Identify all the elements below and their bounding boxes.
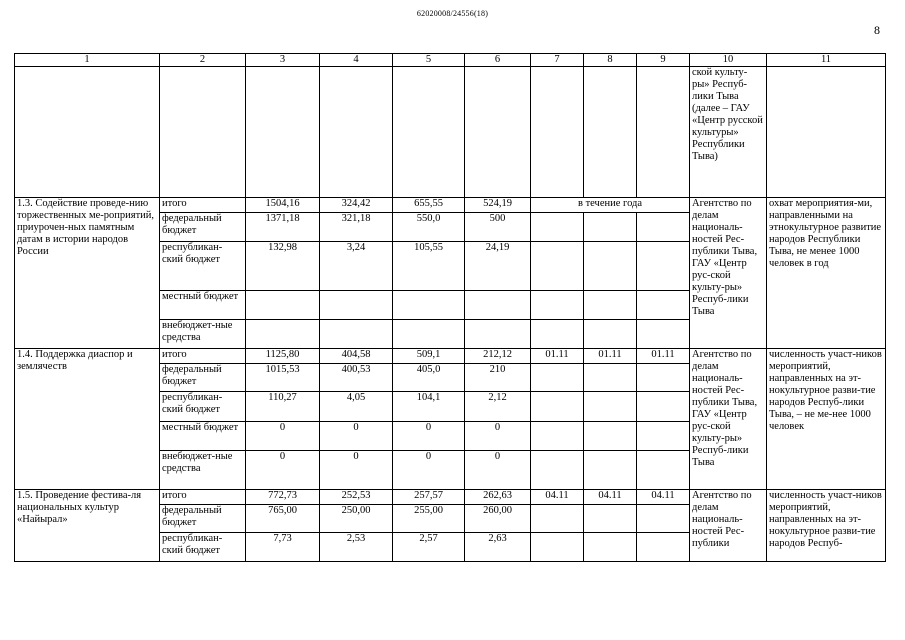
column-header: 3 (246, 54, 320, 67)
value-cell: 1504,16 (246, 198, 320, 213)
column-header: 1 (15, 54, 160, 67)
value-cell: 257,57 (393, 490, 465, 505)
funding-source: итого (160, 490, 246, 505)
measure-title: 1.4. Поддержка диаспор и землячеств (15, 349, 160, 490)
funding-source: республикан-ский бюджет (160, 242, 246, 291)
executor-cell: ской культу-ры» Респуб-лики Тыва (далее – ГАУ «Центр русской культуры» Республики Тыва) (690, 67, 767, 198)
value-cell: 105,55 (393, 242, 465, 291)
table-header-row (15, 54, 886, 67)
value-cell: 252,53 (320, 490, 393, 505)
measure-title: 1.3. Содействие проведе-нию торжественных ме-роприятий, приурочен-ных памятным датам в истории народов России (15, 198, 160, 349)
value-cell: 24,19 (465, 242, 531, 291)
column-header: 6 (465, 54, 531, 67)
table-row (15, 349, 886, 364)
value-cell: 0 (393, 422, 465, 451)
value-cell: 405,0 (393, 364, 465, 392)
value-cell: 404,58 (320, 349, 393, 364)
page-number: 8 (874, 23, 880, 37)
value-cell: 2,53 (320, 533, 393, 562)
value-cell: 0 (246, 451, 320, 490)
value-cell: 321,18 (320, 213, 393, 242)
column-header: 11 (767, 54, 886, 67)
value-cell: 212,12 (465, 349, 531, 364)
funding-source: внебюджет-ные средства (160, 320, 246, 349)
value-cell: 655,55 (393, 198, 465, 213)
executor-cell: Агентство по делам националь-ностей Рес-публики Тыва, ГАУ «Центр рус-ской культу-ры» Респуб-лики Тыва (690, 349, 767, 490)
value-cell: 0 (465, 451, 531, 490)
document-id: 62020008/24556(18) (416, 9, 489, 18)
result-cell: охват мероприятия-ми, направленными на этнокультурное развитие народов Республики Тыва, не менее 1000 человек в год (767, 198, 886, 349)
column-header: 9 (637, 54, 690, 67)
funding-source: федеральный бюджет (160, 213, 246, 242)
funding-source: республикан-ский бюджет (160, 533, 246, 562)
date-cell: 04.11 (584, 490, 637, 505)
result-cell: численность участ-ников мероприятий, направленных на эт-нокультурное разви-тие народов Респуб- (767, 490, 886, 562)
value-cell: 400,53 (320, 364, 393, 392)
value-cell: 1015,53 (246, 364, 320, 392)
value-cell: 2,63 (465, 533, 531, 562)
funding-source: итого (160, 349, 246, 364)
value-cell: 132,98 (246, 242, 320, 291)
value-cell: 262,63 (465, 490, 531, 505)
value-cell: 765,00 (246, 505, 320, 533)
value-cell: 0 (465, 422, 531, 451)
value-cell: 3,24 (320, 242, 393, 291)
value-cell: 210 (465, 364, 531, 392)
date-cell: 01.11 (637, 349, 690, 364)
date-cell: 04.11 (637, 490, 690, 505)
column-header: 5 (393, 54, 465, 67)
column-header: 4 (320, 54, 393, 67)
executor-cell: Агентство по делам националь-ностей Рес-публики Тыва, ГАУ «Центр рус-ской культу-ры» Респуб-лики Тыва (690, 198, 767, 349)
value-cell: 250,00 (320, 505, 393, 533)
value-cell: 524,19 (465, 198, 531, 213)
table-row (15, 198, 886, 213)
measure-title: 1.5. Проведение фестива-ля национальных культур «Найырал» (15, 490, 160, 562)
value-cell: 500 (465, 213, 531, 242)
value-cell: 260,00 (465, 505, 531, 533)
value-cell: 772,73 (246, 490, 320, 505)
value-cell: 0 (246, 422, 320, 451)
column-header: 7 (531, 54, 584, 67)
value-cell: 509,1 (393, 349, 465, 364)
value-cell: 550,0 (393, 213, 465, 242)
value-cell: 1371,18 (246, 213, 320, 242)
executor-cell: Агентство по делам националь-ностей Рес-публики (690, 490, 767, 562)
funding-source: республикан-ский бюджет (160, 392, 246, 422)
date-cell: 01.11 (531, 349, 584, 364)
funding-source: внебюджет-ные средства (160, 451, 246, 490)
value-cell: 324,42 (320, 198, 393, 213)
date-cell: 01.11 (584, 349, 637, 364)
value-cell: 0 (393, 451, 465, 490)
column-header: 2 (160, 54, 246, 67)
dates-cell: в течение года (531, 198, 690, 213)
value-cell: 2,12 (465, 392, 531, 422)
column-header: 10 (690, 54, 767, 67)
table-row-continuation (15, 67, 886, 198)
value-cell: 1125,80 (246, 349, 320, 364)
result-cell: численность участ-ников мероприятий, направленных на эт-нокультурное разви-тие народов Респуб-лики Тыва, – не ме-нее 1000 человек (767, 349, 886, 490)
value-cell: 4,05 (320, 392, 393, 422)
program-table (14, 53, 886, 562)
value-cell: 0 (320, 451, 393, 490)
value-cell: 2,57 (393, 533, 465, 562)
funding-source: местный бюджет (160, 422, 246, 451)
funding-source: федеральный бюджет (160, 505, 246, 533)
column-header: 8 (584, 54, 637, 67)
table-row (15, 490, 886, 505)
funding-source: федеральный бюджет (160, 364, 246, 392)
value-cell: 104,1 (393, 392, 465, 422)
funding-source: итого (160, 198, 246, 213)
value-cell: 110,27 (246, 392, 320, 422)
date-cell: 04.11 (531, 490, 584, 505)
value-cell: 0 (320, 422, 393, 451)
value-cell: 7,73 (246, 533, 320, 562)
funding-source: местный бюджет (160, 291, 246, 320)
value-cell: 255,00 (393, 505, 465, 533)
